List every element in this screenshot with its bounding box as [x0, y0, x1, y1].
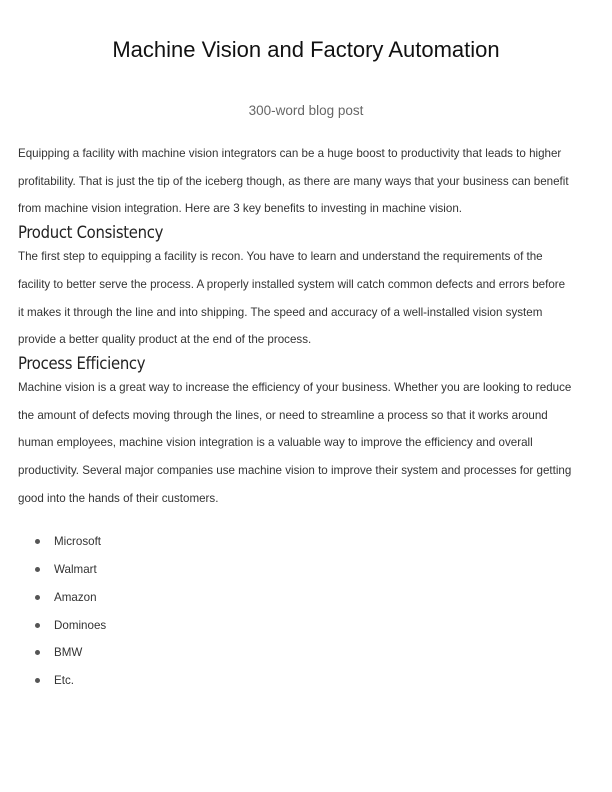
list-item-label: Walmart	[54, 563, 97, 577]
document-subtitle: 300-word blog post	[248, 103, 364, 118]
company-list	[18, 528, 596, 694]
list-item-label: Microsoft	[54, 535, 102, 549]
intro-paragraph	[18, 140, 596, 223]
intro-line: from machine vision integration. Here are 3 key benefits to investing in machine vision.	[18, 202, 463, 216]
bullet-icon	[35, 623, 40, 628]
paragraph-line: human employees, machine vision integration is a valuable way to improve the efficiency and overall	[18, 436, 533, 450]
paragraph-line: provide a better quality product at the end of the process.	[18, 333, 312, 347]
list-item	[18, 556, 596, 584]
intro-line: Equipping a facility with machine vision integrators can be a huge boost to productivity that leads to higher	[18, 147, 562, 160]
bullet-icon	[35, 650, 40, 655]
bullet-icon	[35, 539, 40, 544]
list-item	[18, 667, 596, 695]
list-item	[18, 528, 596, 556]
document-body	[18, 140, 596, 695]
list-item	[18, 639, 596, 667]
list-item	[18, 584, 596, 612]
list-item-label: Etc.	[54, 673, 74, 687]
paragraph-line: facility to better serve the process. A properly installed system will catch common defects and errors before	[18, 277, 566, 291]
process-efficiency-paragraph	[18, 374, 596, 513]
paragraph-line: Machine vision is a great way to increase the efficiency of your business. Whether you are looking to reduce	[18, 380, 572, 394]
list-item	[18, 612, 596, 640]
bullet-icon	[35, 567, 40, 572]
paragraph-line: productivity. Several major companies use machine vision to improve their system and processes for getting	[18, 464, 572, 478]
list-item-label: Dominoes	[54, 618, 107, 632]
list-item-label: Amazon	[54, 590, 97, 604]
paragraph-line: the amount of defects moving through the lines, or need to streamline a process so that it works around	[18, 408, 548, 422]
paragraph-line: good into the hands of their customers.	[18, 491, 219, 505]
section-heading-product-consistency: Product Consistency	[18, 223, 164, 243]
list-item-label: BMW	[54, 646, 83, 660]
intro-line: profitability. That is just the tip of the iceberg though, as there are many ways that your business can benefit	[18, 174, 569, 188]
product-consistency-paragraph	[18, 243, 596, 354]
bullet-icon	[35, 678, 40, 683]
document-title: Machine Vision and Factory Automation	[112, 37, 500, 62]
section-heading-process-efficiency: Process Efficiency	[18, 353, 146, 373]
bullet-icon	[35, 595, 40, 600]
paragraph-line: The first step to equipping a facility is recon. You have to learn and understand the requirements of the	[18, 250, 543, 264]
paragraph-line: it makes it through the line and into shipping. The speed and accuracy of a well-installed vision system	[18, 305, 543, 319]
